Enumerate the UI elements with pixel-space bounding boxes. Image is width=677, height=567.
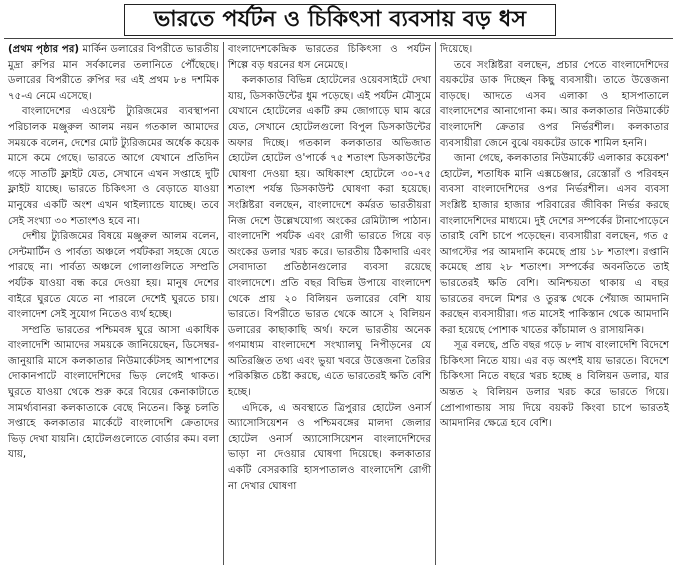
- paragraph: কলকাতার বিভিন্ন হোটেলের ওয়েবসাইটে দেখা যায়, ডিসকাউন্টের ধুম পড়েছে। এই পর্যটন মৌসুমে যেখানে হোটেলের একটি রুম জোগাড়ে ঘাম ঝরে যেত, সেখানে হোটেলগুলো বিপুল ডিসকাউন্টের অফার দিচ্ছে। গতকাল কলকাতার অভিজাত হোটেল হোটেল ও'পার্কে ৭৫ শতাংশ ডিসকাউন্টের ঘোষণা দেওয়া হয়। অধিকাংশ হোটেলে ৩০-৭৫ শতাংশ পর্যন্ত ডিসকাউন্ট ঘোষণা করা হয়েছে। সংশ্লিষ্টরা বলছেন, বাংলাদেশে কর্মরত ভারতীয়রা নিজ দেশে উল্লেখযোগ্য অংকের রেমিট্যান্স পাঠান। বাংলাদেশি পর্যটক এবং রোগী ভারতে গিয়ে বড় অংকের ডলার খরচ করে। ভারতীয় ঠিকাদারি এবং সেবাদাতা প্রতিষ্ঠানগুলোর ব্যবসা রয়েছে বাংলাদেশে। প্রতি বছর বিভিন্ন উপায়ে বাংলাদেশ থেকে প্রায় ২০ বিলিয়ন ডলারের বেশি যায় ভারতে। বিপরীতে ভারত থেকে আসে ২ বিলিয়ন ডলারের কাছাকাছি অর্থ। ফলে ভারতীয় অনেক গণমাধ্যম বাংলাদেশে সংখ্যালঘু নিপীড়নের যে অতিরঞ্জিত তথ্য এবং ভুয়া খবরে উত্তেজনা তৈরির পরিকল্পিত চেষ্টা করছে, এতে ভারতেরই ক্ষতি বেশি হচ্ছে।: [228, 75, 431, 399]
- article-body: [4, 42, 673, 565]
- paragraph: দিয়েছে।: [440, 44, 473, 55]
- paragraph: সূত্র বলছে, প্রতি বছর গড়ে ৮ লাখ বাংলাদেশি বিদেশে চিকিৎসা নিতে যায়। এর বড় অংশই যায় ভারতে। বিদেশে চিকিৎসা নিতে বছরে খরচ হচ্ছে ৪ বিলিয়ন ডলার, যার অন্তত ২ বিলিয়ন ডলার খরচ করে ভারতে গিয়ে। প্রোপাগান্ডায় সায় দিয়ে বয়কট কিংবা চাপে ভারতই আমদানির ক্ষেত্রে হবে বেশি।: [440, 340, 669, 430]
- continued-from-label: (প্রথম পৃষ্ঠার পর): [8, 44, 80, 55]
- paragraph: দেশীয় ট্যুরিজমের বিষয়ে মঞ্জুরুল আলম বলেন, সেন্টমার্টিন ও পার্বত্য অঞ্চলে পর্যটকরা সহজে যেতে পারছে না। পার্বত্য অঞ্চলে গোলাগুলিতে সম্প্রতি পর্যটক যাওয়া বন্ধ করে দেওয়া হয়। মানুষ দেশের বাইরে ঘুরতে যেতে না পারলে দেশেই ঘুরতে চায়। বাংলাদেশ সেই সুযোগ নিতেও ব্যর্থ হচ্ছে।: [8, 231, 219, 321]
- paragraph: বাংলাদেশকেন্দ্রিক ভারতের চিকিৎসা ও পর্যটন শিল্পে বড় ধরনের ধস নেমেছে।: [228, 44, 431, 71]
- paragraph: সম্প্রতি ভারতের পশ্চিমবঙ্গ ঘুরে আসা একাধিক বাংলাদেশি আমাদের সময়কে জানিয়েছেন, ডিসেম্বর-জানুয়ারি মাসে কলকাতার নিউমার্কেটসহ আশপাশের দোকানপাটে বাংলাদেশিদের ভিড় লেগেই থাকত। ঘুরতে যাওয়া থেকে শুরু করে বিয়ের কেনাকাটাতে সামর্থ্যবানরা কলকাতাকে বেছে নিতেন। কিন্তু চলতি সপ্তাহে কলকাতার মার্কেটে বাংলাদেশি ক্রেতাদের ভিড় দেখা যায়নি। হোটেলগুলোতে বোর্ডার কম। বলা যায়,: [8, 324, 219, 461]
- paragraph: বাংলাদেশের এওয়েন্ট ট্যুরিজমের ব্যবস্থাপনা পরিচালক মঞ্জুরুল আলম নয়ন গতকাল আমাদের সময়কে বলেন, দেশের মোট ট্যুরিজমের অর্ধেক কয়েক মাসে কমে গেছে। ভারতে আগে যেখানে প্রতিদিন গড়ে সাতটি ফ্লাইট যেত, সেখানে এখন সপ্তাহে দুটি ফ্লাইট যাচ্ছে। ভারতে চিকিৎসা ও বেড়াতে যাওয়া মানুষের একটি অংশ এখন থাইল্যান্ডে যাচ্ছে। তবে সেই সংখ্যা ৩০ শতাংশও হবে না।: [8, 106, 219, 227]
- paragraph: [8, 42, 219, 104]
- headline: ভারতে পর্যটন ও চিকিৎসা ব্যবসায় বড় ধস: [124, 4, 556, 36]
- column-1: [4, 42, 223, 565]
- paragraph-text: মার্কিন ডলারের বিপরীতে ভারতীয় মুদ্রা রুপির মান সর্বকালের তলানিতে পৌঁছেছে। ডলারের বিপরীতে রুপির দর এই প্রথম ৮৪ দশমিক ৭৫-এ নেমে এসেছে।: [8, 44, 219, 102]
- column-3: [435, 42, 673, 565]
- column-2: [223, 42, 435, 565]
- paragraph: এদিকে, এ অবস্থাতে ত্রিপুরার হোটেল ওনার্স অ্যাসোসিয়েশন ও পশ্চিমবঙ্গের মালদা জেলার হোটেল ওনার্স অ্যাসোসিয়েশন বাংলাদেশিদের ভাড়া না দেওয়ার ঘোষণা দিয়েছে। কলকাতার একটি বেসরকারি হাসপাতালও বাংলাদেশি রোগী না দেখার ঘোষণা: [228, 402, 431, 492]
- paragraph: জানা গেছে, কলকাতার নিউমার্কেট এলাকার কয়েকশ' হোটেল, শতাধিক মানি এক্সচেঞ্জার, রেস্তোরাঁ ও পরিবহন ব্যবসা বাংলাদেশিদের ওপর নির্ভরশীল। এসব ব্যবসা সংশ্লিষ্ট হাজার হাজার পরিবারের জীবিকা নির্ভর করছে বাংলাদেশিদের মাধ্যমে। দুই দেশের সম্পর্কের টানাপোড়েনে তারাই বেশি চাপে পড়েছেন। ব্যবসায়ীরা বলছেন, গত ৫ আগস্টের পর আমদানি কমেছে প্রায় ১৮ শতাংশ। রপ্তানি কমেছে প্রায় ২৮ শতাংশ। সম্পর্কের অবনতিতে তাই ভারতেরই ক্ষতি বেশি। অনিশ্চয়তা থাকায় এ বছর ভারতের বদলে মিশর ও তুরস্ক থেকে পেঁয়াজ আমদানি করছেন ব্যবসায়ীরা। গত মাসেই পাকিস্তান থেকে আমদানি করা হয়েছে পোশাক খাতের কাঁচামাল ও রাসায়নিক।: [440, 153, 669, 336]
- paragraph: তবে সংশ্লিষ্টরা বলছেন, প্রচার পেতে বাংলাদেশিদের বয়কটের ডাক দিচ্ছেন কিছু ব্যবসায়ী। তাতে উত্তেজনা বাড়ছে। আদতে এসব এলাকা ও হাসপাতালে বাংলাদেশের আনাগোনা কম। আর কলকাতার নিউমার্কেট বাংলাদেশি ক্রেতার ওপর নির্ভরশীল। কলকাতার ব্যবসায়ীরা জেনে বুঝে বয়কটের ডাকে শামিল হননি।: [440, 59, 669, 149]
- headline-divider: [4, 38, 673, 39]
